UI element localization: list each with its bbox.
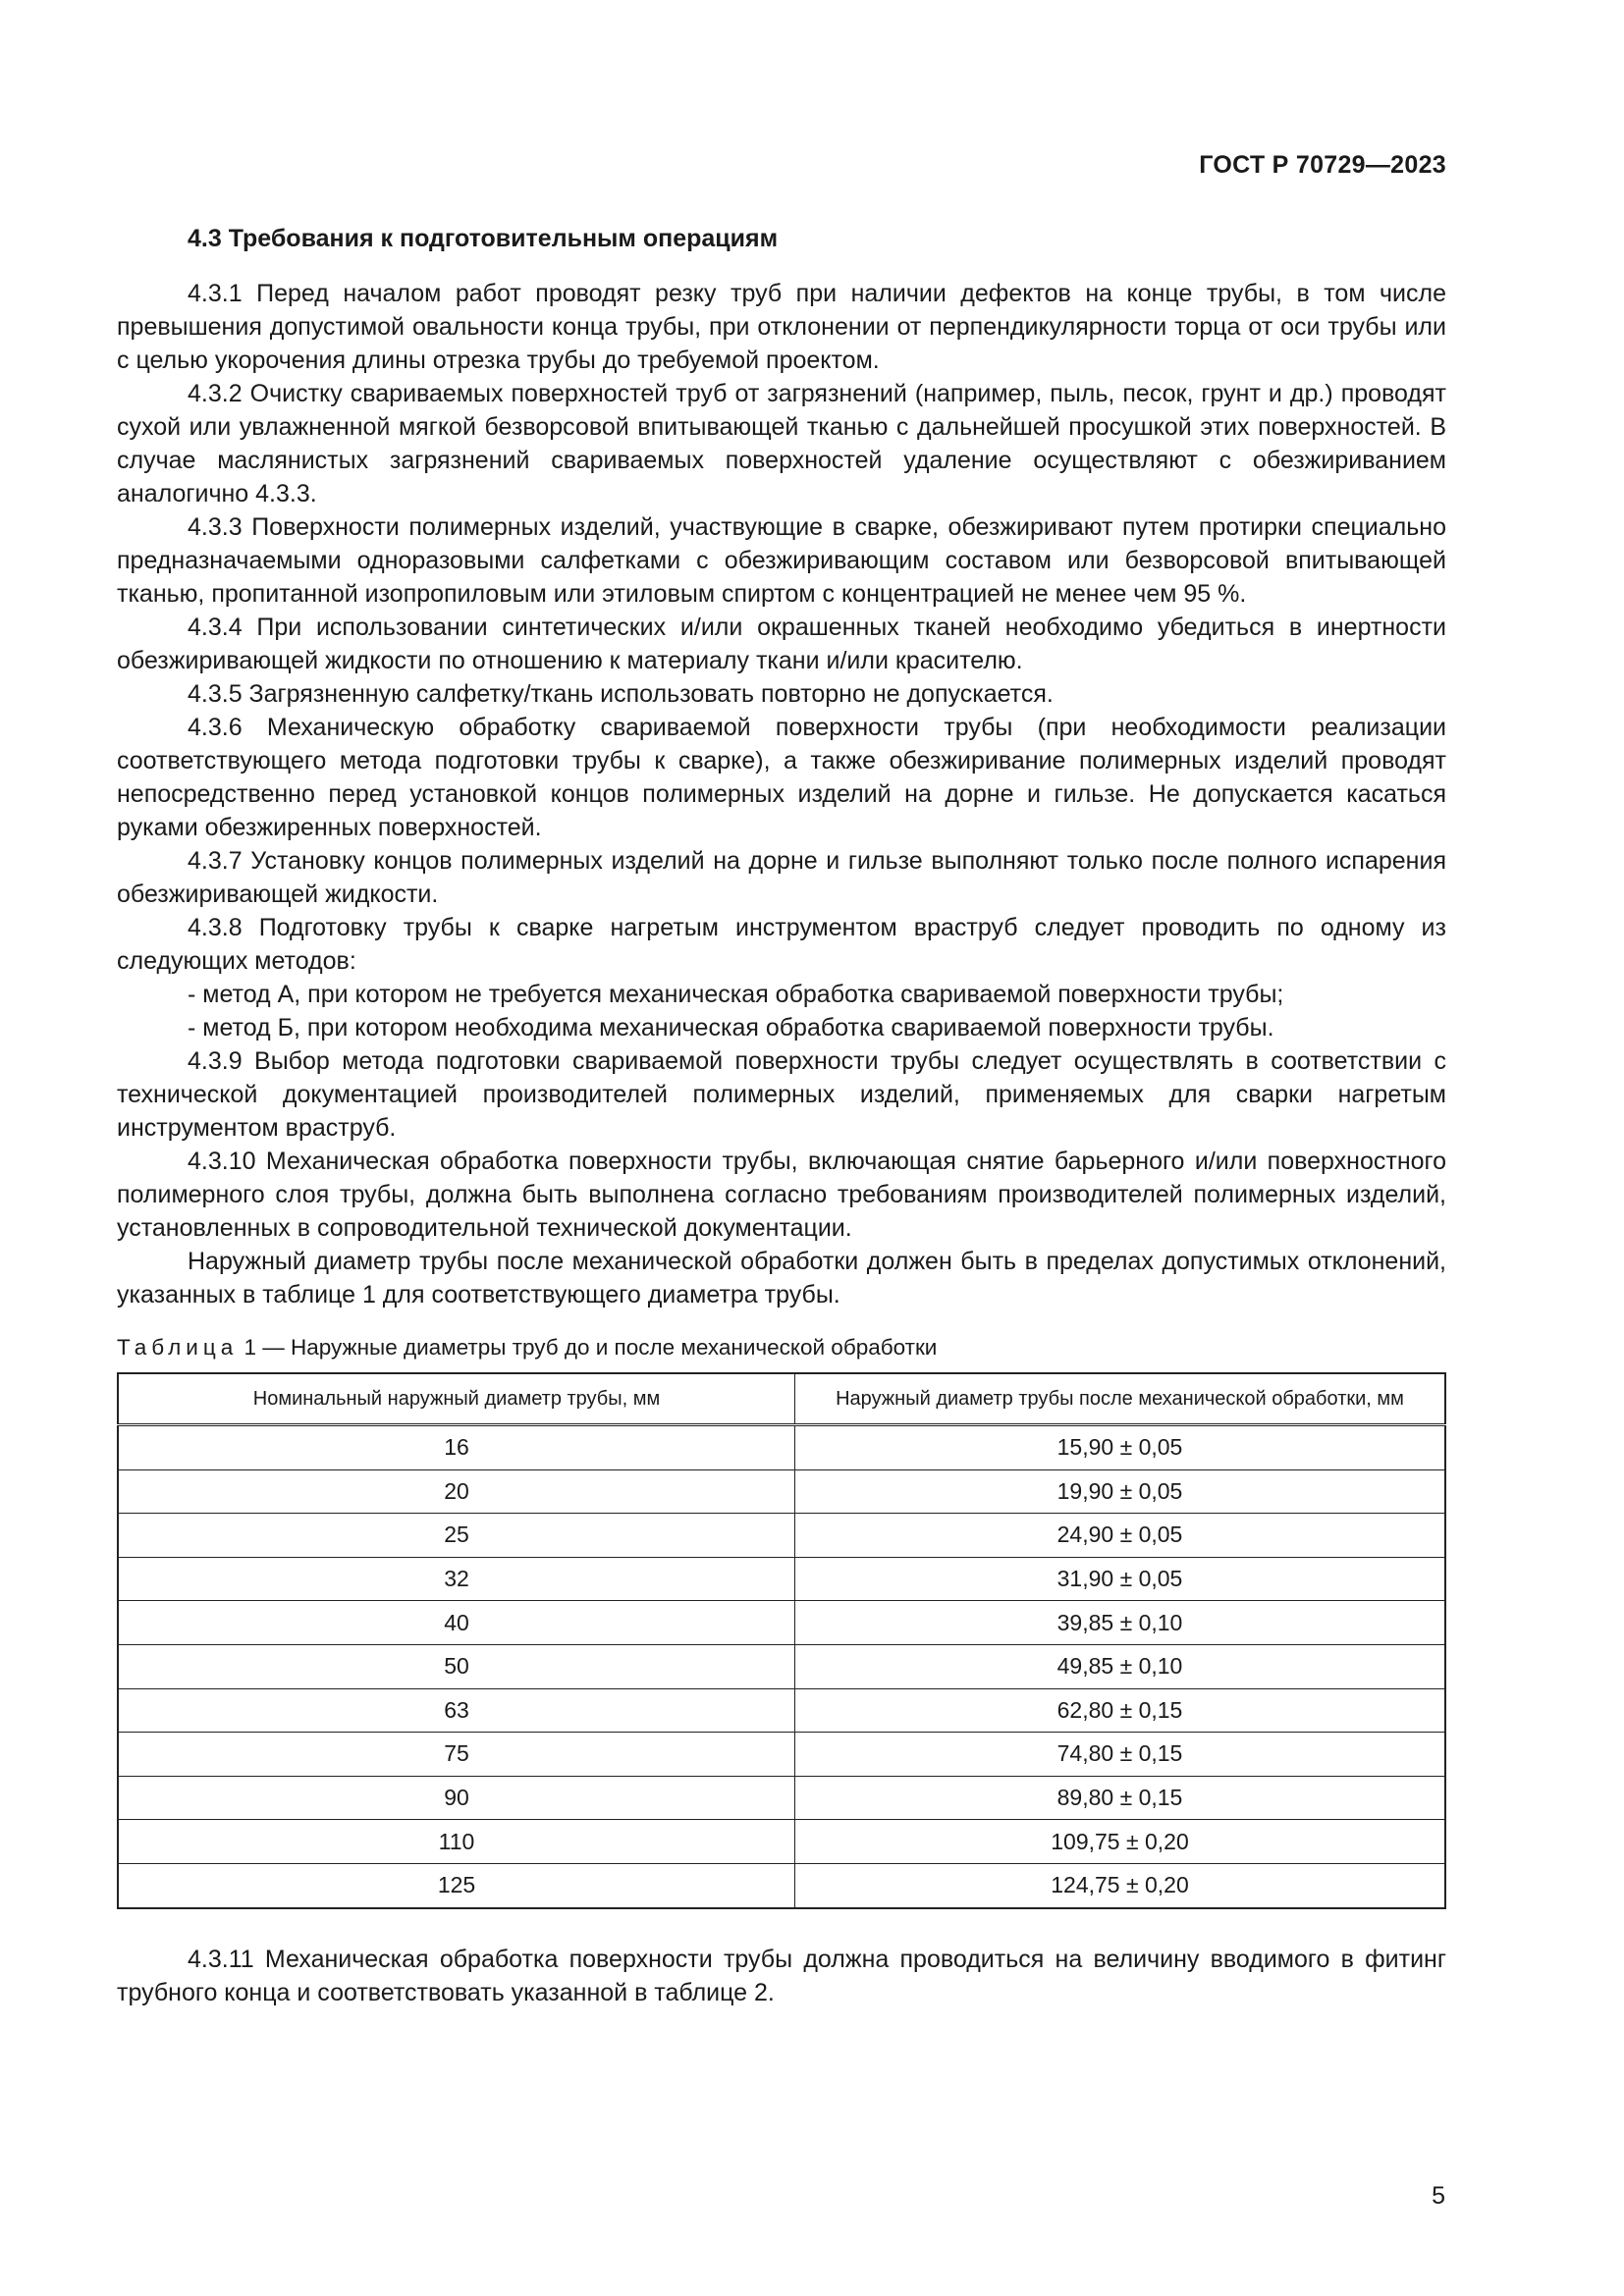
cell-nominal-diameter: 110 — [118, 1820, 795, 1864]
paragraph-4-3-11: 4.3.11 Механическая обработка поверхности трубы должна проводиться на величину вводимого в фитинг трубного конца и соответствовать указанной в таблице 2. — [117, 1945, 1446, 2006]
cell-nominal-diameter: 63 — [118, 1688, 795, 1733]
cell-nominal-diameter: 50 — [118, 1644, 795, 1688]
table-row — [118, 1514, 1445, 1558]
paragraph-4-3-5: 4.3.5 Загрязненную салфетку/ткань использовать повторно не допускается. — [188, 680, 1054, 708]
table-row — [118, 1601, 1445, 1645]
cell-nominal-diameter: 25 — [118, 1514, 795, 1558]
paragraph-outer-diameter: Наружный диаметр трубы после механической обработки должен быть в пределах допустимых отклонений, указанных в таблице 1 для соответствующего диаметра трубы. — [117, 1248, 1446, 1308]
cell-processed-diameter: 124,75 ± 0,20 — [795, 1863, 1446, 1907]
paragraph-4-3-10: 4.3.10 Механическая обработка поверхности трубы, включающая снятие барьерного и/или поверхностного полимерного слоя трубы, должна быть выполнена согласно требованиям производителей полимерных изделий, установленных в сопроводительной технической документации. — [117, 1148, 1446, 1242]
list-item-method-b: - метод Б, при котором необходима механическая обработка свариваемой поверхности трубы. — [188, 1014, 1274, 1041]
cell-processed-diameter: 39,85 ± 0,10 — [795, 1601, 1446, 1645]
cell-processed-diameter: 62,80 ± 0,15 — [795, 1688, 1446, 1733]
paragraph-4-3-9: 4.3.9 Выбор метода подготовки свариваемой поверхности трубы следует осуществлять в соответствии с технической документацией производителей полимерных изделий, применяемых для сварки нагретым инструментом враструб. — [117, 1047, 1446, 1142]
paragraph-4-3-4: 4.3.4 При использовании синтетических и/или окрашенных тканей необходимо убедиться в инертности обезжиривающей жидкости по отношению к материалу ткани и/или красителю. — [117, 614, 1446, 674]
table-row — [118, 1557, 1445, 1601]
table-row — [118, 1820, 1445, 1864]
paragraph-4-3-2: 4.3.2 Очистку свариваемых поверхностей труб от загрязнений (например, пыль, песок, грунт и др.) проводят сухой или увлажненной мягкой безворсовой впитывающей тканью с дальнейшей просушкой этих поверхностей. В случае маслянистых загрязнений свариваемых поверхностей удаление осуществляют с обезжириванием аналогично 4.3.3. — [117, 380, 1446, 507]
section-title: 4.3 Требования к подготовительным операциям — [188, 225, 779, 252]
table-row — [118, 1425, 1445, 1470]
table-row — [118, 1776, 1445, 1820]
cell-nominal-diameter: 40 — [118, 1601, 795, 1645]
cell-nominal-diameter: 75 — [118, 1733, 795, 1777]
paragraph-4-3-6: 4.3.6 Механическую обработку свариваемой поверхности трубы (при необходимости реализации соответствующего метода подготовки трубы к сварке), а также обезжиривание полимерных изделий проводят непосредственно перед установкой концов полимерных изделий на дорне и гильзе. Не допускается касаться руками обезжиренных поверхностей. — [117, 714, 1446, 841]
table-row — [118, 1469, 1445, 1514]
document-code: ГОСТ Р 70729—2023 — [1199, 151, 1446, 179]
paragraph-4-3-7: 4.3.7 Установку концов полимерных изделий на дорне и гильзе выполняют только после полного испарения обезжиривающей жидкости. — [117, 847, 1446, 908]
cell-processed-diameter: 74,80 ± 0,15 — [795, 1733, 1446, 1777]
table-row — [118, 1644, 1445, 1688]
cell-nominal-diameter: 90 — [118, 1776, 795, 1820]
header-processed-diameter: Наружный диаметр трубы после механической обработки, мм — [795, 1373, 1446, 1425]
paragraph-4-3-8: 4.3.8 Подготовку трубы к сварке нагретым инструментом враструб следует проводить по одному из следующих методов: — [117, 914, 1446, 975]
cell-processed-diameter: 109,75 ± 0,20 — [795, 1820, 1446, 1864]
list-item-method-a: - метод А, при котором не требуется механическая обработка свариваемой поверхности трубы; — [188, 981, 1284, 1008]
table-caption-text: 1 — Наружные диаметры труб до и после механической обработки — [244, 1335, 938, 1360]
cell-processed-diameter: 49,85 ± 0,10 — [795, 1644, 1446, 1688]
table-body — [118, 1425, 1445, 1908]
page-number: 5 — [1432, 2182, 1445, 2210]
table-row — [118, 1688, 1445, 1733]
cell-processed-diameter: 19,90 ± 0,05 — [795, 1469, 1446, 1514]
cell-processed-diameter: 24,90 ± 0,05 — [795, 1514, 1446, 1558]
cell-nominal-diameter: 125 — [118, 1863, 795, 1907]
cell-processed-diameter: 15,90 ± 0,05 — [795, 1425, 1446, 1470]
cell-processed-diameter: 89,80 ± 0,15 — [795, 1776, 1446, 1820]
diameters-table — [117, 1372, 1446, 1909]
table-header-row — [118, 1373, 1445, 1425]
paragraph-4-3-1: 4.3.1 Перед началом работ проводят резку труб при наличии дефектов на конце трубы, в том числе превышения допустимой овальности конца трубы, при отклонении от перпендикулярности торца от оси трубы или с целью укорочения длины отрезка трубы до требуемой проектом. — [117, 280, 1446, 374]
cell-processed-diameter: 31,90 ± 0,05 — [795, 1557, 1446, 1601]
paragraph-4-3-3: 4.3.3 Поверхности полимерных изделий, участвующие в сварке, обезжиривают путем протирки специально предназначаемыми одноразовыми салфетками с обезжиривающим составом или безворсовой впитывающей тканью, пропитанной изопропиловым или этиловым спиртом с концентрацией не менее чем 95 %. — [117, 513, 1446, 608]
cell-nominal-diameter: 20 — [118, 1469, 795, 1514]
table-caption-word: Таблица — [117, 1335, 239, 1360]
header-nominal-diameter: Номинальный наружный диаметр трубы, мм — [118, 1373, 795, 1425]
table-row — [118, 1863, 1445, 1907]
table-caption — [117, 1333, 1446, 1362]
cell-nominal-diameter: 32 — [118, 1557, 795, 1601]
cell-nominal-diameter: 16 — [118, 1425, 795, 1470]
table-row — [118, 1733, 1445, 1777]
page-content — [117, 222, 1446, 2009]
